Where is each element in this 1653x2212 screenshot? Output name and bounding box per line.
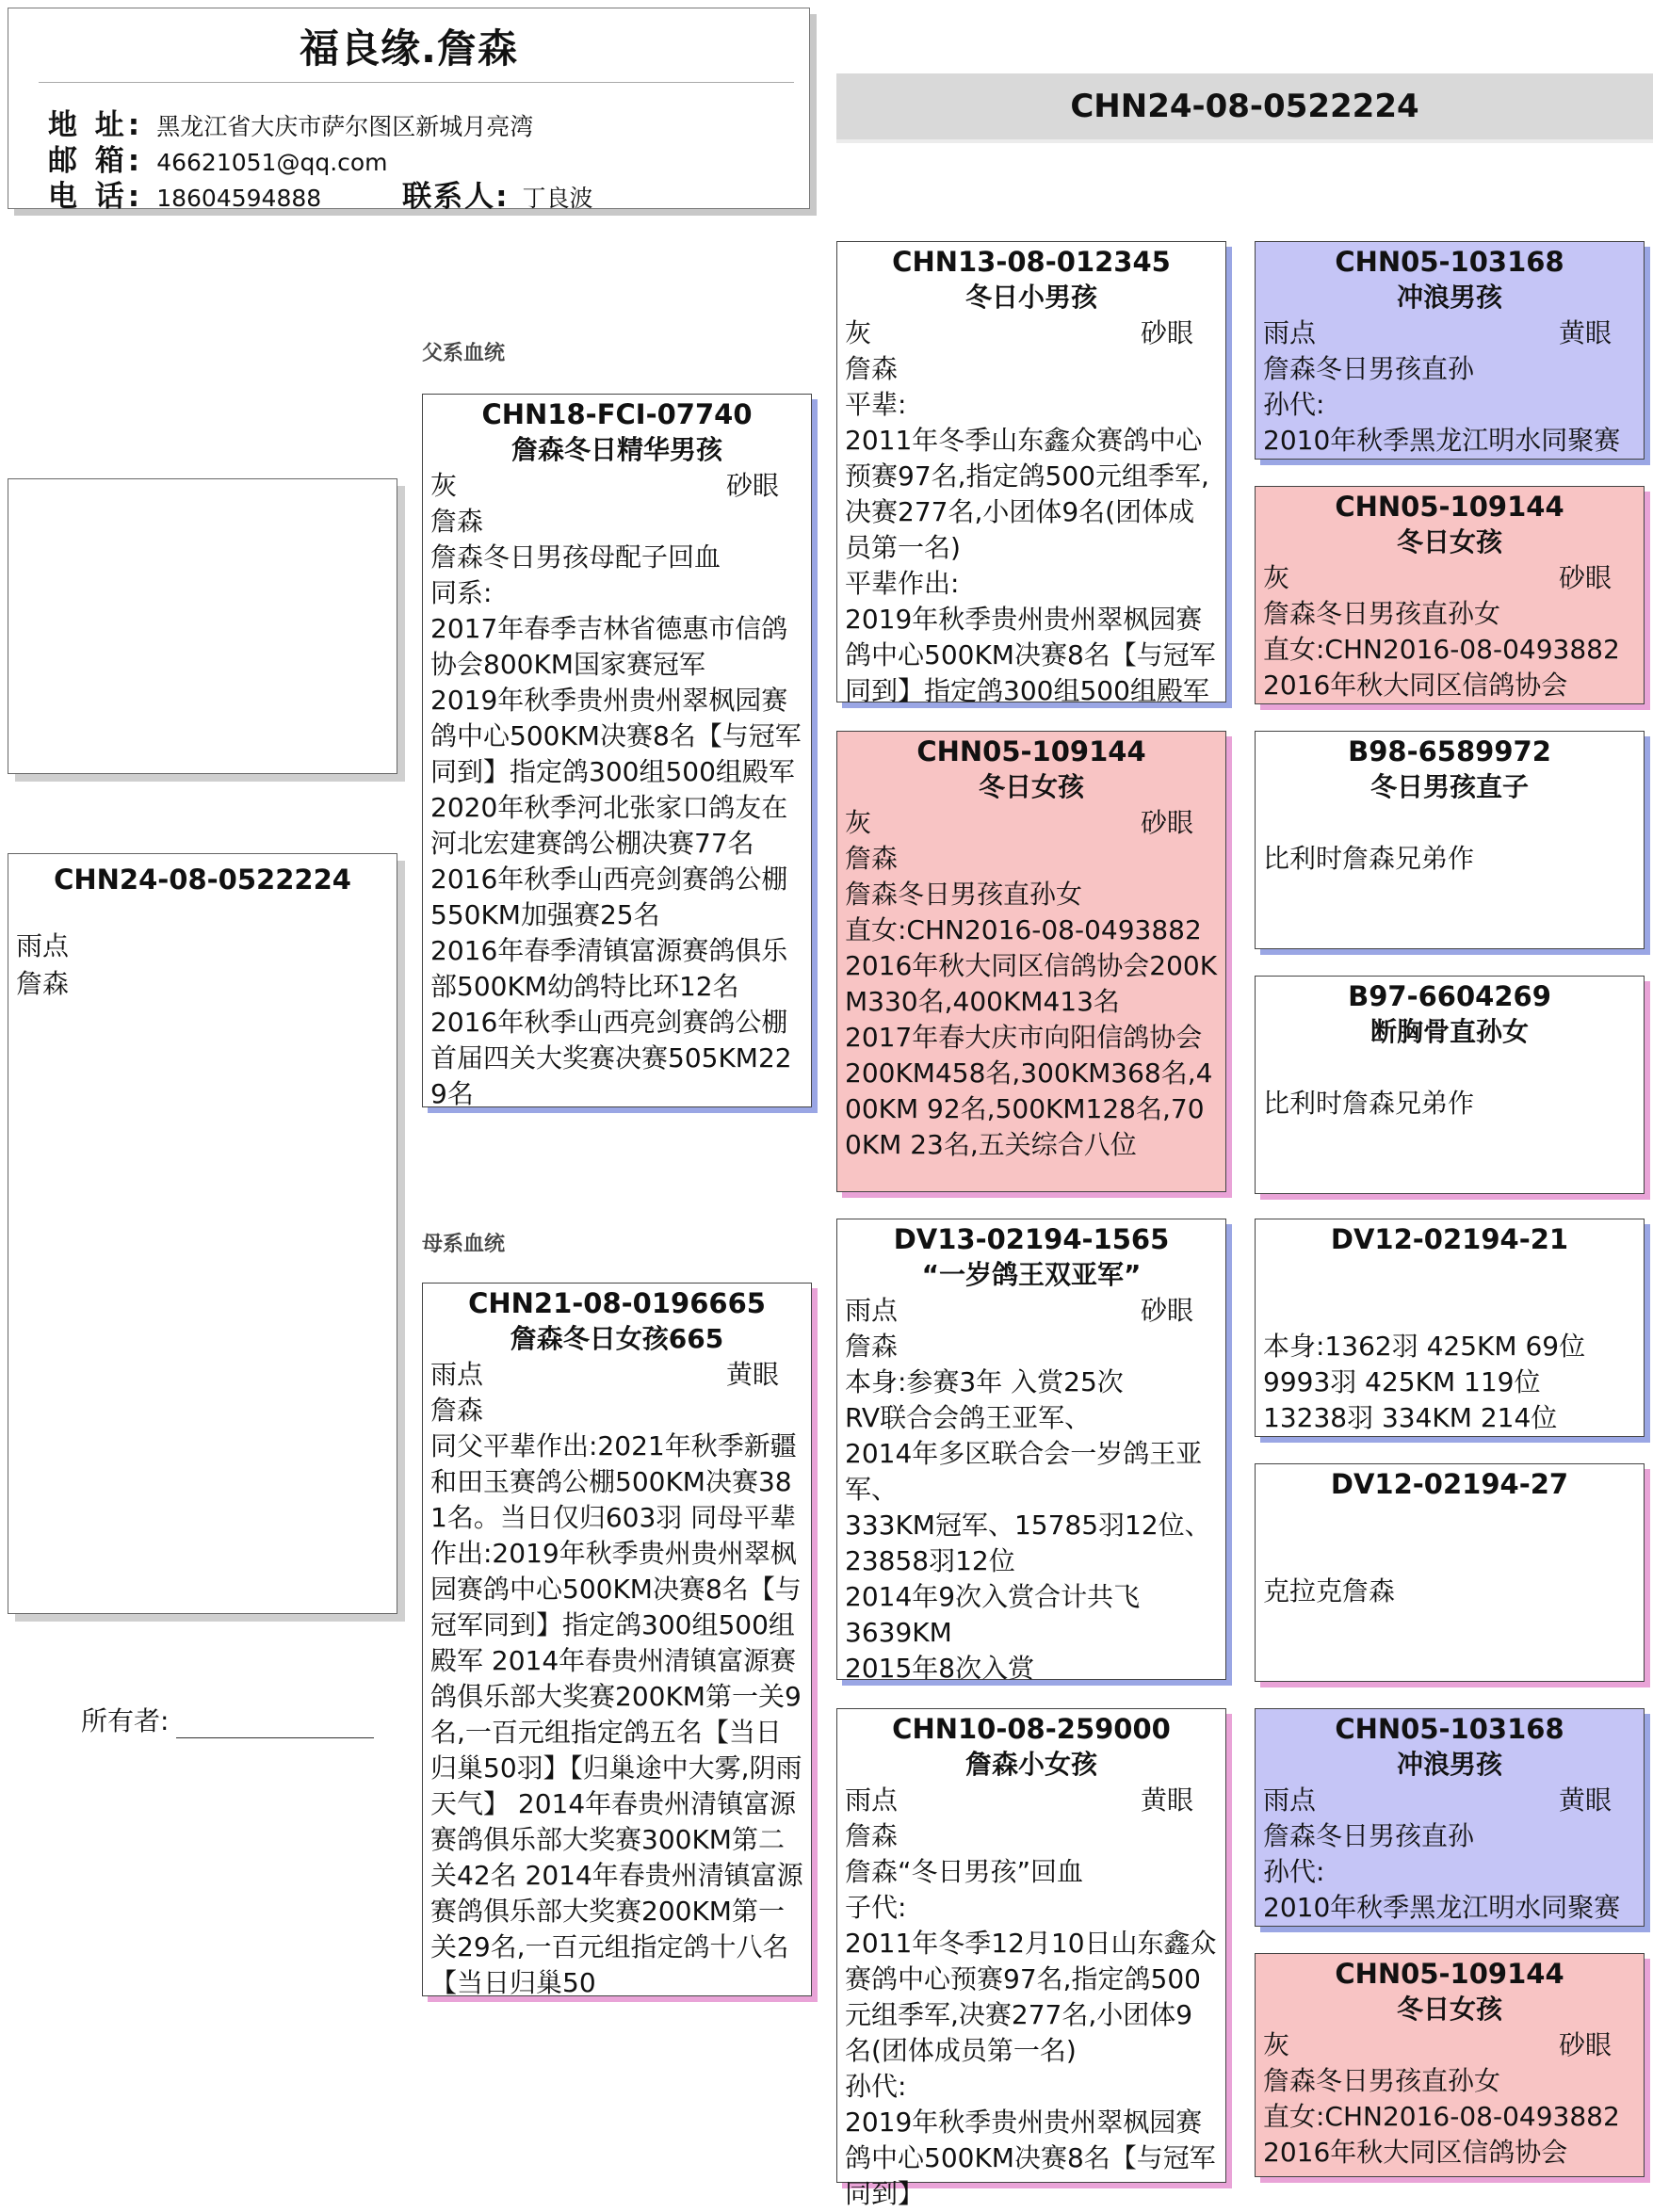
bird-notes: 克拉克詹森 xyxy=(1263,1575,1396,1607)
bird-name: 詹森冬日精华男孩 xyxy=(510,434,722,465)
bird-name: 冬日女孩 xyxy=(1396,526,1502,557)
color-eye-row xyxy=(430,1357,803,1393)
bird-strain: 詹森 xyxy=(845,1820,899,1851)
color-eye-row xyxy=(1263,560,1636,596)
granddam-maternal-card xyxy=(836,1708,1226,2209)
bird-color: 灰 xyxy=(430,470,458,501)
bird-name: “一岁鸽王双亚军” xyxy=(921,1259,1142,1290)
gen4-card-7 xyxy=(1255,1708,1645,1927)
bird-eye: 砂眼 xyxy=(1140,317,1193,348)
bird-name: 冬日男孩直子 xyxy=(1369,771,1529,802)
bird-eye: 砂眼 xyxy=(1140,1295,1193,1326)
color-eye-row xyxy=(1263,2027,1636,2063)
bird-notes: 詹森冬日男孩直孙 孙代: 2010年秋季黑龙江明水同聚赛 xyxy=(1263,1820,1621,1923)
bird-strain: 詹森 xyxy=(845,353,899,384)
gen4-card-5 xyxy=(1255,1219,1645,1437)
bird-color: 灰 xyxy=(845,807,872,838)
color-eye-row xyxy=(1263,315,1636,351)
bird-ring: CHN05-109144 xyxy=(1335,1958,1564,1990)
bird-color: 雨点 xyxy=(845,1295,899,1326)
bird-strain: 詹森 xyxy=(430,1395,484,1426)
bird-name: 冲浪男孩 xyxy=(1396,1749,1502,1780)
bird-notes: 比利时詹森兄弟作 xyxy=(1263,843,1475,874)
bird-ring: B98-6589972 xyxy=(1348,735,1551,767)
bird-color: 灰 xyxy=(1263,2029,1290,2060)
bird-ring: CHN05-109144 xyxy=(1335,491,1564,523)
header-divider xyxy=(39,82,794,83)
header-card xyxy=(8,8,810,214)
bird-ring: DV12-02194-27 xyxy=(1330,1468,1569,1500)
subject-card xyxy=(8,853,397,1614)
pedigree-title: CHN24-08-0522224 xyxy=(836,73,1653,143)
gen4-card-6 xyxy=(1255,1463,1645,1682)
bird-eye: 黄眼 xyxy=(725,1359,779,1390)
bird-eye: 砂眼 xyxy=(725,470,779,501)
bird-notes: 詹森“冬日男孩”回血 子代: 2011年冬季12月10日山东鑫众赛鸽中心预赛97名,指定鸽500元组季军,决赛277名,小团体9名(团体成员第一名) 孙代: 2019年秋季贵州贵州翠枫园赛鸽中心500KM决赛8名【与冠军同到】 xyxy=(845,1856,1217,2209)
color-eye-row xyxy=(845,1293,1218,1329)
contact-label: 联系人: xyxy=(402,180,510,214)
sire-card xyxy=(422,394,812,1107)
bird-eye: 黄眼 xyxy=(1558,1784,1612,1816)
bird-eye: 黄眼 xyxy=(1140,1784,1193,1816)
sire-line-label: 父系血统 xyxy=(422,342,506,365)
address-value: 黑龙江省大庆市萨尔图区新城月亮湾 xyxy=(156,113,534,140)
bird-strain: 詹森 xyxy=(845,843,899,874)
bird-notes: 詹森冬日男孩直孙 孙代: 2010年秋季黑龙江明水同聚赛 xyxy=(1263,353,1621,456)
address-label: 地 址: xyxy=(48,108,144,142)
gen4-card-4 xyxy=(1255,976,1645,1194)
bird-notes: 比利时詹森兄弟作 xyxy=(1263,1088,1475,1119)
bird-ring: DV13-02194-1565 xyxy=(893,1223,1170,1255)
granddam-paternal-card xyxy=(836,731,1226,1192)
bird-name: 冬日女孩 xyxy=(978,771,1084,802)
bird-eye: 砂眼 xyxy=(1558,2029,1612,2060)
subject-ring: CHN24-08-0522224 xyxy=(54,864,351,896)
bird-notes: 詹森冬日男孩直孙女 直女:CHN2016-08-0493882 2016年秋大同区信鸽协会200KM330名,400KM413名 2017年春大庆市向阳信鸽协会200KM458名,300KM368名,400KM 92名,500KM128名,700KM 23名,五关综合八位 xyxy=(845,879,1218,1160)
subject-color: 雨点 xyxy=(16,930,70,961)
bird-color: 雨点 xyxy=(1263,1784,1317,1816)
bird-ring: CHN10-08-259000 xyxy=(892,1713,1171,1745)
grandsire-paternal-card xyxy=(836,241,1226,706)
bird-strain: 詹森 xyxy=(430,506,484,537)
bird-ring: CHN18-FCI-07740 xyxy=(481,398,753,430)
email-value: 46621051@qq.com xyxy=(156,149,388,176)
phone-label: 电 话: xyxy=(48,180,144,214)
bird-ring: CHN05-103168 xyxy=(1335,1713,1564,1745)
bird-ring: DV12-02194-21 xyxy=(1330,1223,1569,1255)
bird-name: 冬日小男孩 xyxy=(964,282,1097,313)
gen4-card-1 xyxy=(1255,241,1645,460)
email-label: 邮 箱: xyxy=(48,144,144,178)
bird-eye: 黄眼 xyxy=(1558,317,1612,348)
grandsire-maternal-card xyxy=(836,1219,1226,1684)
bird-color: 雨点 xyxy=(1263,317,1317,348)
phone-value: 18604594888 xyxy=(156,185,322,212)
owner-field xyxy=(81,1701,374,1738)
bird-color: 雨点 xyxy=(430,1359,484,1390)
dam-line-label: 母系血统 xyxy=(422,1233,506,1256)
bird-notes: 本身:参赛3年 入赏25次 RV联合会鸽王亚军、 2014年多区联合会一岁鸽王亚军、 333KM冠军、15785羽12位、 23858羽12位 2014年9次入赏合计共飞 3639KM 2015年8次入赏 xyxy=(845,1366,1211,1684)
bird-ring: CHN05-109144 xyxy=(916,735,1146,767)
dam-card xyxy=(422,1283,812,1996)
farm-name: 福良缘.詹森 xyxy=(300,25,518,72)
owner-label: 所有者: xyxy=(81,1705,170,1736)
bird-color: 雨点 xyxy=(845,1784,899,1816)
bird-notes: 平辈: 2011年冬季山东鑫众赛鸽中心预赛97名,指定鸽500元组季军,决赛277名,小团体9名(团体成员第一名) 平辈作出: 2019年秋季贵州贵州翠枫园赛鸽中心500KM决赛8名【与冠军同到】指定鸽300组500组殿军 xyxy=(845,389,1216,706)
color-eye-row xyxy=(1263,1783,1636,1818)
bird-name: 詹森冬日女孩665 xyxy=(510,1323,724,1354)
bird-ring: CHN21-08-0196665 xyxy=(468,1287,766,1319)
bird-name: 断胸骨直孙女 xyxy=(1369,1016,1529,1047)
bird-ring: CHN13-08-012345 xyxy=(892,246,1171,278)
bird-notes: 同父平辈作出:2021年秋季新疆和田玉赛鸽公棚500KM决赛381名。当日仅归603羽 同母平辈作出:2019年秋季贵州贵州翠枫园赛鸽中心500KM决赛8名【与冠军同到】指定鸽300组500组殿军 2014年春贵州清镇富源赛鸽俱乐部大奖赛200KM第一关9名,一百元组指定鸽五名【当日归巢50羽】【归巢途中大雾,阴雨天气】 2014年春贵州清镇富源赛鸽俱乐部大奖赛300KM第二关42名 2014年春贵州清镇富源赛鸽俱乐部大奖赛200KM第一关29名,一百元组指定鸽十八名【当日归巢50 xyxy=(430,1430,803,1998)
bird-color: 灰 xyxy=(845,317,872,348)
gen4-card-3 xyxy=(1255,731,1645,949)
bird-name: 冬日女孩 xyxy=(1396,1994,1502,2025)
bird-notes: 本身:1362羽 425KM 69位 9993羽 425KM 119位 13238羽 334KM 214位 xyxy=(1263,1331,1586,1433)
bird-ring: CHN05-103168 xyxy=(1335,246,1564,278)
photo-placeholder xyxy=(8,478,397,774)
gen4-card-8 xyxy=(1255,1953,1645,2177)
color-eye-row xyxy=(845,1783,1218,1818)
color-eye-row xyxy=(845,315,1218,351)
subject-strain: 詹森 xyxy=(16,968,70,999)
bird-color: 灰 xyxy=(1263,562,1290,593)
bird-notes: 詹森冬日男孩直孙女 直女:CHN2016-08-0493882 2016年秋大同区信鸽协会 xyxy=(1263,598,1620,701)
bird-notes: 詹森冬日男孩直孙女 直女:CHN2016-08-0493882 2016年秋大同区信鸽协会 xyxy=(1263,2065,1620,2168)
contact-value: 丁良波 xyxy=(522,185,593,212)
bird-strain: 詹森 xyxy=(845,1331,899,1362)
color-eye-row xyxy=(430,468,803,504)
owner-blank-line xyxy=(176,1715,374,1738)
bird-eye: 砂眼 xyxy=(1140,807,1193,838)
phone-row xyxy=(48,172,593,215)
gen4-card-2 xyxy=(1255,486,1645,704)
bird-eye: 砂眼 xyxy=(1558,562,1612,593)
color-eye-row xyxy=(845,805,1218,841)
bird-notes: 詹森冬日男孩母配子回血 同系: 2017年春季吉林省德惠市信鸽协会800KM国家赛冠军 2019年秋季贵州贵州翠枫园赛鸽中心500KM决赛8名【与冠军同到】指定鸽300组500组殿军 2020年秋季河北张家口鸽友在河北宏建赛鸽公棚决赛77名 2016年秋季山西亮剑赛鸽公棚550KM加强赛25名 2016年春季清镇富源赛鸽俱乐部500KM幼鸽特比环12名 2016年秋季山西亮剑赛鸽公棚首届四关大奖赛决赛505KM229名 xyxy=(430,541,802,1109)
bird-name: 冲浪男孩 xyxy=(1396,282,1502,313)
bird-ring: B97-6604269 xyxy=(1348,980,1551,1012)
bird-name: 詹森小女孩 xyxy=(964,1749,1097,1780)
